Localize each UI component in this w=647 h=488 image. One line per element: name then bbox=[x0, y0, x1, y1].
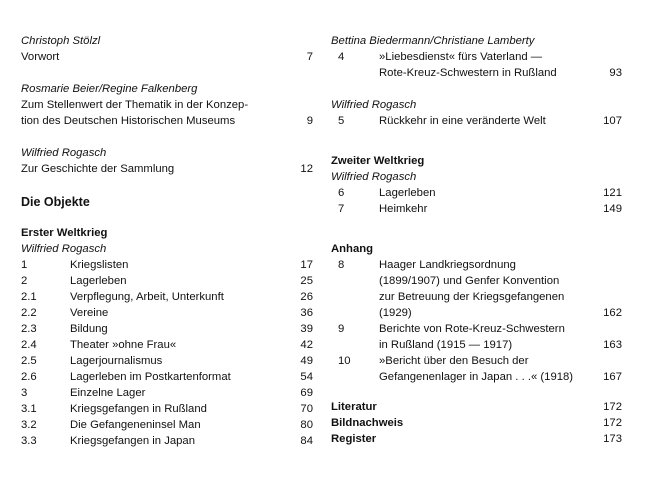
list-item bbox=[21, 289, 313, 305]
item-title: (1929) bbox=[379, 307, 412, 319]
ww1-item-list bbox=[21, 257, 313, 449]
entry-title: Zur Geschichte der Sammlung bbox=[21, 163, 175, 175]
list-item bbox=[21, 305, 313, 321]
entry-title: Zum Stellenwert der Thematik in der Konzep- bbox=[21, 99, 249, 111]
item-number: 4 bbox=[338, 51, 345, 63]
item-title: Die Gefangeneninsel Man bbox=[70, 419, 201, 431]
item-number: 9 bbox=[338, 323, 345, 335]
item-number: 3.1 bbox=[21, 403, 37, 415]
entry-page-number: 9 bbox=[306, 115, 313, 127]
entry-author: Christoph Stölzl bbox=[21, 35, 101, 47]
item-page-number: 162 bbox=[603, 307, 622, 319]
item-page-number: 25 bbox=[300, 275, 313, 287]
item-page-number: 163 bbox=[603, 339, 622, 351]
item-title: Haager Landkriegsordnung bbox=[379, 259, 516, 271]
item-title: Einzelne Lager bbox=[70, 387, 146, 399]
item-title: Theater »ohne Frau« bbox=[70, 339, 177, 351]
list-item bbox=[21, 417, 313, 433]
item-page-number: 39 bbox=[300, 323, 313, 335]
entry-page-number: 172 bbox=[603, 417, 622, 429]
section-heading-ww1: Erster Weltkrieg bbox=[21, 227, 108, 239]
item-page-number: 167 bbox=[603, 371, 622, 383]
entry-author: Wilfried Rogasch bbox=[331, 99, 417, 111]
entry-title: Register bbox=[331, 433, 377, 445]
item-page-number: 17 bbox=[300, 259, 313, 271]
item-number: 3.3 bbox=[21, 435, 37, 447]
list-item bbox=[331, 201, 622, 217]
toc-entry-foreword bbox=[21, 33, 313, 65]
list-item bbox=[21, 353, 313, 369]
item-title: Kriegsgefangen in Rußland bbox=[70, 403, 207, 415]
toc-entry-literatur bbox=[331, 399, 622, 415]
item-title: (1899/1907) und Genfer Konvention bbox=[379, 275, 560, 287]
item-number: 2.2 bbox=[21, 307, 37, 319]
list-item bbox=[331, 185, 622, 201]
item-number: 7 bbox=[338, 203, 345, 215]
list-item bbox=[21, 257, 313, 273]
item-title: zur Betreuung der Kriegsgefangenen bbox=[379, 291, 565, 303]
toc-left-column bbox=[21, 33, 313, 449]
entry-page-number: 93 bbox=[609, 67, 622, 79]
item-number: 2 bbox=[21, 275, 28, 287]
entry-title: Rote-Kreuz-Schwestern in Rußland bbox=[379, 67, 557, 79]
appendix-item bbox=[331, 353, 622, 385]
item-number: 2.5 bbox=[21, 355, 37, 367]
item-page-number: 80 bbox=[300, 419, 313, 431]
item-page-number: 69 bbox=[300, 387, 313, 399]
item-title: Gefangenenlager in Japan . . .« (1918) bbox=[379, 371, 574, 383]
entry-title: tion des Deutschen Historischen Museums bbox=[21, 115, 236, 127]
entry-page-number: 107 bbox=[603, 115, 622, 127]
entry-page-number: 12 bbox=[300, 163, 313, 175]
item-title: Bildung bbox=[70, 323, 108, 335]
item-number: 10 bbox=[338, 355, 351, 367]
item-page-number: 36 bbox=[300, 307, 313, 319]
appendix-item bbox=[331, 257, 622, 321]
list-item bbox=[21, 369, 313, 385]
item-page-number: 121 bbox=[603, 187, 622, 199]
item-number: 3.2 bbox=[21, 419, 37, 431]
section-heading-ww2: Zweiter Weltkrieg bbox=[331, 155, 425, 167]
item-title: Lagerleben bbox=[379, 187, 436, 199]
item-title: Kriegslisten bbox=[70, 259, 129, 271]
section-author: Wilfried Rogasch bbox=[21, 243, 107, 255]
item-title: Kriegsgefangen in Japan bbox=[70, 435, 195, 447]
item-page-number: 54 bbox=[300, 371, 313, 383]
entry-page-number: 172 bbox=[603, 401, 622, 413]
list-item bbox=[21, 433, 313, 449]
item-title: Vereine bbox=[70, 307, 109, 319]
entry-title: Rückkehr in eine veränderte Welt bbox=[379, 115, 546, 127]
entry-author: Wilfried Rogasch bbox=[21, 147, 107, 159]
list-item bbox=[21, 385, 313, 401]
toc-right-column bbox=[331, 33, 622, 447]
list-item bbox=[21, 273, 313, 289]
item-number: 2.4 bbox=[21, 339, 37, 351]
item-title: in Rußland (1915 — 1917) bbox=[379, 339, 513, 351]
toc-entry-bildnachweis bbox=[331, 415, 622, 431]
item-number: 5 bbox=[338, 115, 345, 127]
item-number: 1 bbox=[21, 259, 28, 271]
toc-entry-stellenwert bbox=[21, 81, 313, 129]
item-number: 2.6 bbox=[21, 371, 37, 383]
item-title: »Bericht über den Besuch der bbox=[379, 355, 529, 367]
entry-title: »Liebesdienst« fürs Vaterland — bbox=[379, 51, 543, 63]
toc-entry-liebesdienst bbox=[331, 33, 622, 81]
entry-author: Bettina Biedermann/Christiane Lamberty bbox=[331, 35, 535, 47]
item-number: 8 bbox=[338, 259, 345, 271]
toc-entry-rueckkehr bbox=[331, 97, 622, 129]
item-title: Verpflegung, Arbeit, Unterkunft bbox=[70, 291, 224, 303]
section-heading-objects: Die Objekte bbox=[21, 195, 90, 209]
section-author: Wilfried Rogasch bbox=[331, 171, 417, 183]
list-item bbox=[21, 337, 313, 353]
toc-entry-sammlung bbox=[21, 145, 313, 177]
item-page-number: 70 bbox=[300, 403, 313, 415]
item-page-number: 49 bbox=[300, 355, 313, 367]
item-page-number: 26 bbox=[300, 291, 313, 303]
entry-author: Rosmarie Beier/Regine Falkenberg bbox=[21, 83, 198, 95]
item-page-number: 84 bbox=[300, 435, 313, 447]
appendix-item bbox=[331, 321, 622, 353]
item-number: 2.3 bbox=[21, 323, 37, 335]
item-page-number: 149 bbox=[603, 203, 622, 215]
list-item bbox=[21, 321, 313, 337]
entry-page-number: 173 bbox=[603, 433, 622, 445]
item-title: Heimkehr bbox=[379, 203, 428, 215]
item-number: 2.1 bbox=[21, 291, 37, 303]
toc-entry-register bbox=[331, 431, 622, 447]
entry-page-number: 7 bbox=[306, 51, 313, 63]
section-heading-appendix: Anhang bbox=[331, 243, 374, 255]
entry-title: Vorwort bbox=[21, 51, 60, 63]
entry-title: Bildnachweis bbox=[331, 417, 404, 429]
item-title: Lagerleben im Postkartenformat bbox=[70, 371, 231, 383]
item-number: 3 bbox=[21, 387, 28, 399]
item-title: Berichte von Rote-Kreuz-Schwestern bbox=[379, 323, 565, 335]
item-title: Lagerjournalismus bbox=[70, 355, 163, 367]
entry-title: Literatur bbox=[331, 401, 377, 413]
item-page-number: 42 bbox=[300, 339, 313, 351]
list-item bbox=[21, 401, 313, 417]
item-title: Lagerleben bbox=[70, 275, 127, 287]
item-number: 6 bbox=[338, 187, 345, 199]
